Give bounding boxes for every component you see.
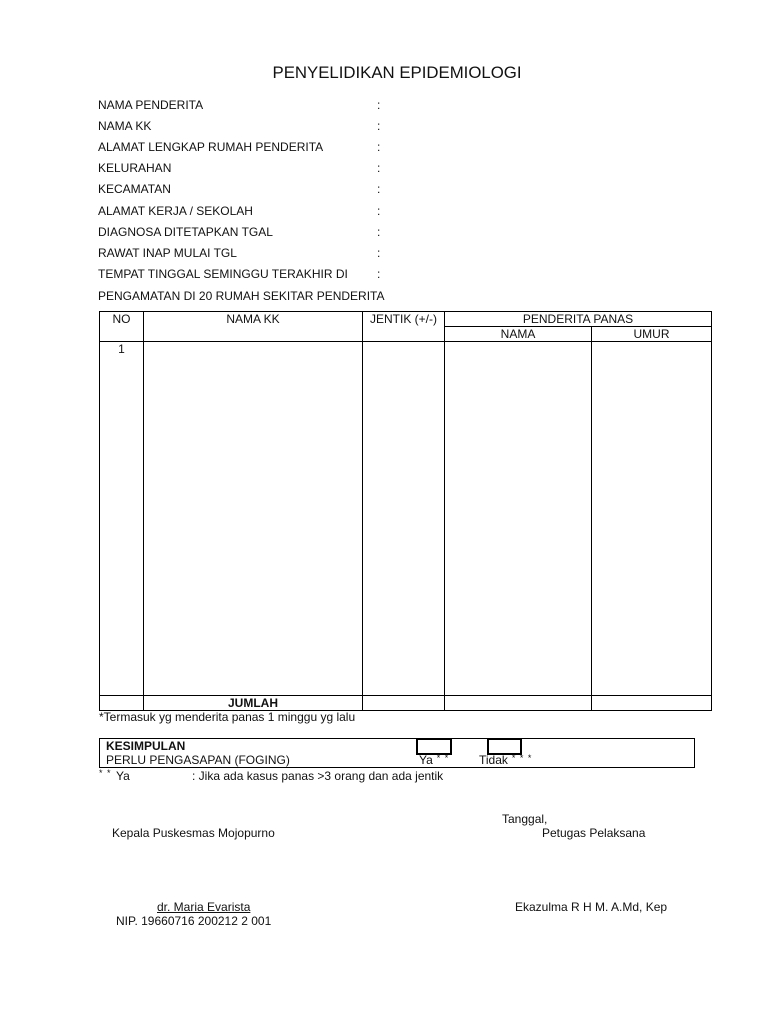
table-cell-nama-kk (144, 342, 363, 696)
field-label-kecamatan: KECAMATAN (98, 182, 171, 196)
field-label-tempat-tinggal: TEMPAT TINGGAL SEMINGGU TERAKHIR DI (98, 267, 348, 281)
option-yes (419, 753, 449, 768)
option-no-label: Tidak (479, 753, 508, 767)
signature-left-role: Kepala Puskesmas Mojopurno (112, 826, 275, 840)
footnote-label: Ya (116, 769, 130, 783)
signature-right-name: Ekazulma R H M. A.Md, Kep (515, 900, 668, 914)
field-separator: : (377, 119, 381, 133)
footnote-marker: * * (99, 768, 112, 778)
observation-label: PENGAMATAN DI 20 RUMAH SEKITAR PENDERITA (98, 289, 385, 303)
table-total-label: JUMLAH (144, 696, 363, 711)
signature-right-role: Petugas Pelaksana (542, 826, 646, 840)
table-header-row (100, 312, 712, 327)
table-total-row (100, 696, 712, 711)
table-cell-no: 1 (100, 342, 144, 696)
footnote-text: : Jika ada kasus panas >3 orang dan ada jentik (192, 769, 444, 783)
field-label-kelurahan: KELURAHAN (98, 161, 172, 175)
table-cell-jentik (363, 342, 445, 696)
field-separator: : (377, 140, 381, 154)
table-total-cell-jentik (363, 696, 445, 711)
column-header-no: NO (100, 312, 144, 342)
document-title: PENYELIDIKAN EPIDEMIOLOGI (272, 63, 522, 82)
field-separator: : (377, 246, 381, 260)
field-label-alamat-rumah: ALAMAT LENGKAP RUMAH PENDERITA (98, 140, 324, 154)
table-total-cell-umur (592, 696, 712, 711)
option-no (479, 753, 532, 768)
table-cell-umur (592, 342, 712, 696)
field-separator: : (377, 225, 381, 239)
field-label-nama-kk: NAMA KK (98, 119, 152, 133)
signature-left-name: dr. Maria Evarista (157, 900, 251, 914)
conclusion-box (99, 738, 695, 768)
field-separator: : (377, 161, 381, 175)
option-yes-label: Ya (419, 753, 433, 767)
column-header-nama-kk: NAMA KK (144, 312, 363, 342)
table-row (100, 342, 712, 696)
column-group-penderita-panas: PENDERITA PANAS (445, 312, 712, 327)
conclusion-question: PERLU PENGASAPAN (FOGING) (106, 753, 290, 767)
field-separator: : (377, 204, 381, 218)
field-separator: : (377, 182, 381, 196)
table-total-cell-nama (445, 696, 592, 711)
field-separator: : (377, 267, 381, 281)
field-label-rawat-inap: RAWAT INAP MULAI TGL (98, 246, 237, 260)
table-cell-nama (445, 342, 592, 696)
conclusion-heading: KESIMPULAN (106, 739, 186, 753)
option-yes-marker: * * (436, 753, 450, 763)
field-label-alamat-kerja: ALAMAT KERJA / SEKOLAH (98, 204, 253, 218)
observation-table (99, 311, 712, 711)
field-label-nama-penderita: NAMA PENDERITA (98, 98, 204, 112)
signature-left-nip: NIP. 19660716 200212 2 001 (116, 914, 272, 928)
option-no-marker: * * * (511, 753, 533, 763)
column-header-jentik: JENTIK (+/-) (363, 312, 445, 342)
field-separator: : (377, 98, 381, 112)
column-header-umur: UMUR (592, 327, 712, 342)
date-label: Tanggal, (502, 812, 548, 826)
column-header-nama: NAMA (445, 327, 592, 342)
table-note: *Termasuk yg menderita panas 1 minggu yg lalu (99, 710, 356, 724)
table-total-cell-no (100, 696, 144, 711)
field-label-diagnosa: DIAGNOSA DITETAPKAN TGAL (98, 225, 273, 239)
